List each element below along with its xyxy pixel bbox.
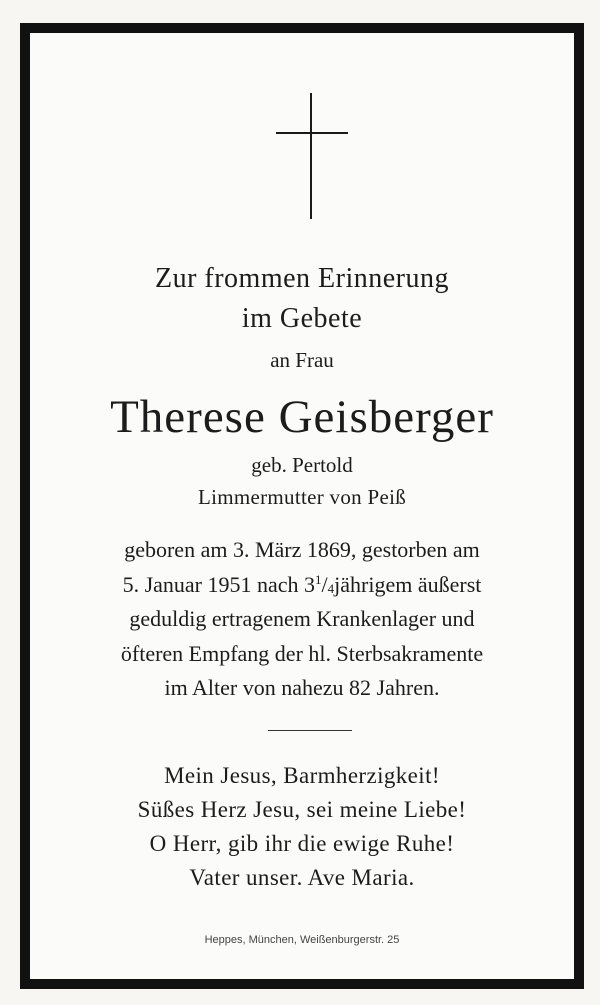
- bio-line-2-start: 5. Januar 1951 nach: [122, 571, 305, 597]
- bio-fraction-numerator: 1: [315, 571, 322, 587]
- bio-line-2-end: jährigem äußerst: [334, 571, 482, 597]
- mourning-border-frame: [20, 23, 584, 989]
- divider-line: [268, 730, 352, 731]
- occupation: Limmermutter von Peiß: [197, 485, 407, 509]
- prayer-line-1: Mein Jesus, Barmherzigkeit!: [164, 763, 440, 788]
- bio-fraction-separator: /: [321, 571, 328, 597]
- heading-line-2: im Gebete: [241, 303, 363, 334]
- bio-line-4: öfteren Empfang der hl. Sterbsakramente: [120, 640, 484, 666]
- bio-fraction-whole: 3: [304, 571, 316, 597]
- prayers: [30, 759, 574, 895]
- cross-vertical-bar: [310, 93, 312, 219]
- prayer-line-4: Vater unser. Ave Maria.: [189, 865, 415, 890]
- bio-line-3: geduldig ertragenem Krankenlager und: [129, 606, 475, 631]
- bio-fraction-denominator: 4: [327, 580, 335, 596]
- bio-line-2: [30, 568, 574, 603]
- printer-imprint: Heppes, München, Weißenburgerstr. 25: [204, 934, 400, 946]
- prayer-line-2: Süßes Herz Jesu, sei meine Liebe!: [137, 797, 467, 822]
- salutation: an Frau: [270, 348, 334, 372]
- maiden-name: geb. Pertold: [251, 453, 353, 477]
- bio-line-1: geboren am 3. März 1869, gestorben am: [124, 537, 480, 562]
- prayer-line-3: O Herr, gib ihr die ewige Ruhe!: [149, 831, 455, 856]
- cross-horizontal-bar: [276, 132, 348, 134]
- cross-icon: [30, 93, 574, 223]
- heading-line-1: Zur frommen Erinnerung: [154, 263, 450, 294]
- bio-line-5: im Alter von nahezu 82 Jahren.: [164, 675, 440, 700]
- biography-text: [30, 533, 574, 706]
- deceased-name: Therese Geisberger: [110, 391, 494, 443]
